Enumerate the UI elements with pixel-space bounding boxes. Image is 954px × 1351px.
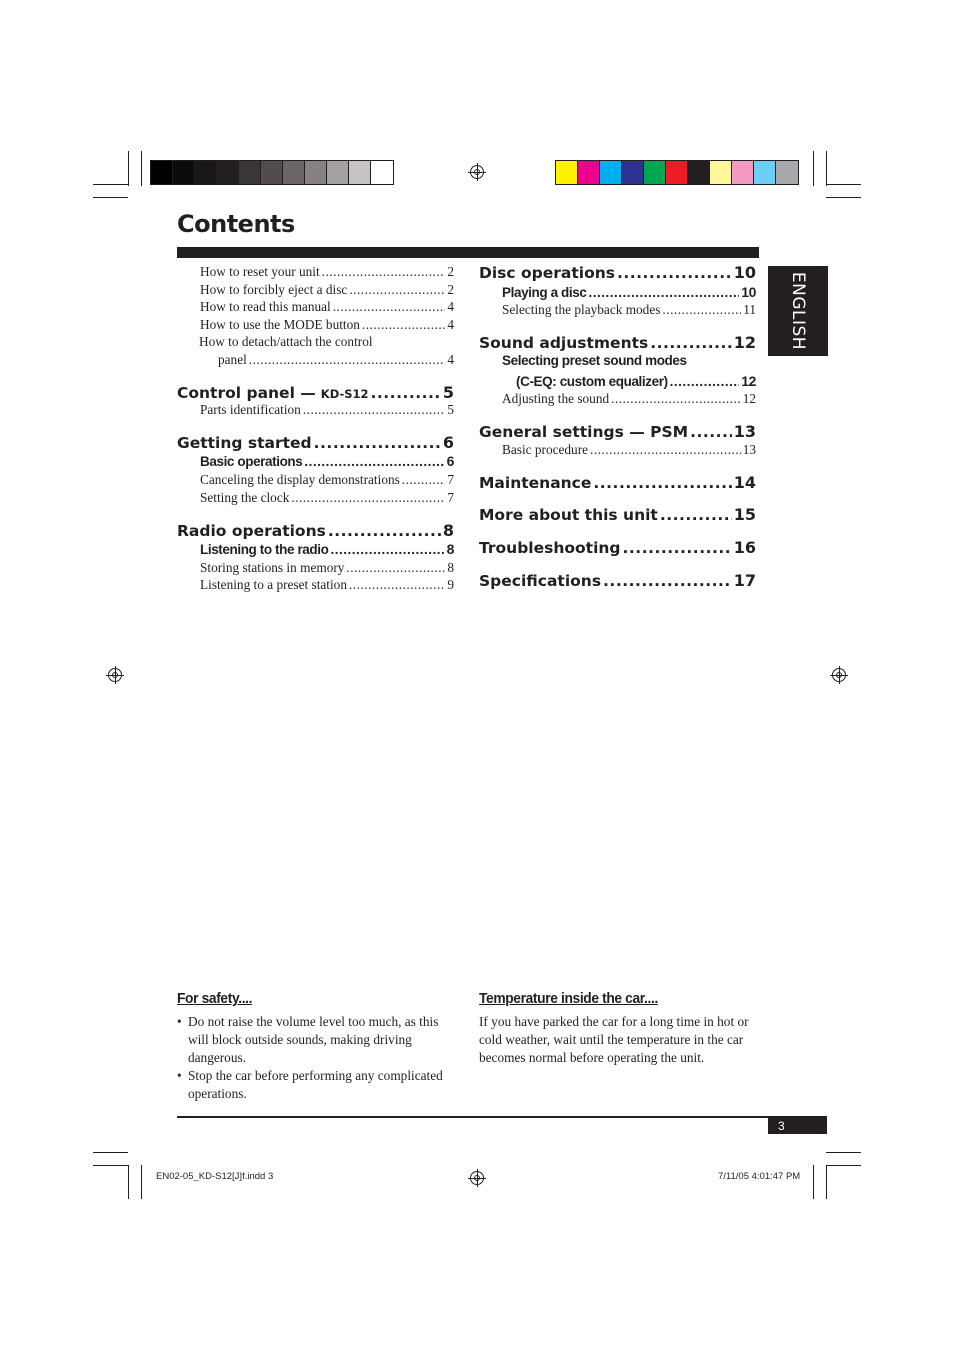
toc-entry-page: 14 — [733, 473, 756, 492]
list-item: • Do not raise the volume level too much, as this will block outside sounds, making driving dangerous. — [177, 1013, 457, 1067]
toc-entry — [479, 473, 756, 492]
toc-entry-page: 13 — [742, 442, 756, 457]
toc-entry — [479, 333, 756, 352]
toc-entry — [479, 263, 756, 282]
toc-entry-title: Disc operations — [479, 264, 615, 282]
toc-leader — [593, 474, 731, 492]
toc-entry-page: 8 — [446, 541, 454, 557]
process-color-bar — [555, 160, 799, 185]
toc-entry — [177, 560, 454, 576]
color-swatch — [600, 161, 622, 184]
toc-entry-page: 7 — [447, 490, 454, 505]
toc-entry-title: How to read this manual — [200, 299, 331, 314]
temperature-heading: Temperature inside the car.... — [479, 990, 658, 1007]
color-swatch — [239, 161, 261, 184]
toc-entry-title: Troubleshooting — [479, 539, 621, 557]
toc-leader — [291, 490, 445, 506]
toc-entry-page: 9 — [447, 577, 454, 592]
toc-entry — [177, 264, 454, 280]
toc-entry — [177, 453, 454, 469]
toc-leader — [349, 282, 445, 298]
toc-leader — [346, 560, 445, 576]
toc-entry-page: 12 — [733, 333, 756, 352]
toc-entry-page: 15 — [733, 505, 756, 524]
toc-entry-title: Playing a disc — [502, 285, 587, 300]
toc-leader — [333, 299, 446, 315]
toc-leader — [349, 577, 445, 593]
language-tab — [768, 266, 828, 356]
file-slug: EN02-05_KD-S12[J]f.indd 3 — [156, 1171, 274, 1182]
toc-entry — [479, 302, 756, 318]
safety-section — [177, 990, 467, 1103]
toc-leader — [303, 402, 446, 418]
temperature-section — [479, 990, 759, 1067]
color-swatch — [195, 161, 217, 184]
color-swatch — [666, 161, 688, 184]
toc-entry-page: 16 — [733, 538, 756, 557]
color-swatch — [622, 161, 644, 184]
color-swatch — [556, 161, 578, 184]
toc-entry-page: 5 — [447, 402, 454, 417]
toc-entry — [177, 577, 454, 593]
toc-entry-page: 8 — [442, 521, 454, 540]
toc-entry-page: 17 — [733, 571, 756, 590]
page-number: 3 — [768, 1118, 827, 1134]
toc-entry-title: Storing stations in memory — [200, 560, 345, 575]
color-swatch — [578, 161, 600, 184]
toc-leader — [617, 264, 732, 282]
toc-entry-title: Maintenance — [479, 474, 592, 492]
registration-mark-icon — [470, 165, 484, 179]
language-tab-label: ENGLISH — [788, 271, 808, 351]
toc-leader — [650, 334, 731, 352]
toc-leader — [662, 302, 741, 318]
title-rule — [177, 247, 759, 258]
toc-entry-model: KD-S12 — [320, 387, 369, 401]
toc-entry-page: 8 — [447, 560, 454, 575]
toc-entry — [177, 317, 454, 333]
color-swatch — [327, 161, 349, 184]
toc-entry-title: More about this unit — [479, 506, 658, 524]
toc-leader — [623, 539, 732, 557]
toc-entry-title: Parts identification — [200, 402, 301, 417]
toc-entry-title: Control panel — — [177, 384, 316, 402]
color-swatch — [644, 161, 666, 184]
toc-leader — [330, 542, 444, 557]
toc-entry — [479, 571, 756, 590]
color-swatch — [349, 161, 371, 184]
color-swatch — [283, 161, 305, 184]
toc-entry-title: Radio operations — [177, 522, 326, 540]
toc-entry-page: 13 — [733, 422, 756, 441]
toc-entry — [177, 282, 454, 298]
toc-entry-title: How to detach/attach the control — [199, 334, 373, 349]
toc-entry-title: Basic operations — [200, 454, 303, 469]
toc-entry-title: Specifications — [479, 572, 602, 590]
toc-leader — [249, 352, 446, 368]
grayscale-color-bar — [150, 160, 394, 185]
toc-entry-page: 6 — [446, 453, 454, 469]
toc-entry-page: 2 — [447, 282, 454, 297]
toc-leader — [371, 384, 441, 402]
toc-entry — [479, 442, 756, 458]
toc-leader — [603, 572, 732, 590]
toc-leader — [304, 454, 444, 469]
toc-entry — [479, 505, 756, 524]
toc-entry-title: General settings — PSM — [479, 423, 689, 441]
registration-mark-icon — [832, 668, 846, 682]
color-swatch — [754, 161, 776, 184]
toc-leader — [690, 423, 732, 441]
toc-entry-page: 6 — [442, 433, 454, 452]
registration-mark-icon — [470, 1171, 484, 1185]
color-swatch — [688, 161, 710, 184]
toc-entry-title: Adjusting the sound — [502, 391, 610, 406]
toc-entry-page: 4 — [447, 299, 454, 314]
toc-entry — [177, 521, 454, 540]
toc-entry — [177, 541, 454, 557]
toc-entry — [479, 284, 756, 300]
toc-entry-title: Selecting preset sound modes — [502, 353, 687, 368]
toc-entry-page: 11 — [743, 302, 756, 317]
toc-entry — [177, 472, 454, 488]
toc-entry — [177, 352, 454, 368]
temperature-text: If you have parked the car for a long time in hot or cold weather, wait until the temperature in the car becomes normal before operating the unit. — [479, 1014, 749, 1065]
toc-entry-page: 4 — [447, 352, 454, 367]
toc-entry-title: Listening to the radio — [200, 542, 329, 557]
toc-entry-title: Canceling the display demonstrations — [200, 472, 400, 487]
toc-leader — [322, 264, 446, 280]
toc-entry-page: 10 — [733, 263, 756, 282]
toc-entry — [479, 538, 756, 557]
color-swatch — [261, 161, 283, 184]
toc-entry-page: 12 — [741, 373, 756, 389]
color-swatch — [732, 161, 754, 184]
date-slug: 7/11/05 4:01:47 PM — [718, 1171, 801, 1182]
color-swatch — [151, 161, 173, 184]
toc-leader — [328, 522, 441, 540]
registration-mark-icon — [108, 668, 122, 682]
color-swatch — [710, 161, 732, 184]
toc-entry — [479, 391, 756, 407]
toc-entry-title: How to use the MODE button — [200, 317, 360, 332]
toc-entry — [177, 383, 454, 402]
page-title: Contents — [177, 210, 295, 238]
color-swatch — [305, 161, 327, 184]
toc-entry-page: 5 — [442, 383, 454, 402]
toc-entry — [479, 422, 756, 441]
color-swatch — [371, 161, 393, 184]
toc-entry-title: Selecting the playback modes — [502, 302, 661, 317]
toc-leader — [590, 442, 741, 458]
safety-heading: For safety.... — [177, 990, 253, 1007]
toc-entry — [177, 490, 454, 506]
toc-entry-title: How to reset your unit — [200, 264, 320, 279]
toc-entry — [479, 353, 756, 368]
toc-entry-page: 10 — [741, 284, 756, 300]
toc-entry — [177, 299, 454, 315]
toc-entry-title: Basic procedure — [502, 442, 589, 457]
toc-leader — [314, 434, 441, 452]
footer-rule — [177, 1116, 827, 1118]
safety-list — [177, 1013, 457, 1103]
color-swatch — [217, 161, 239, 184]
toc-entry-title: panel — [218, 352, 247, 367]
toc-entry-page: 2 — [447, 264, 454, 279]
toc-entry-page: 7 — [447, 472, 454, 487]
toc-leader — [362, 317, 445, 333]
toc-entry-page: 12 — [742, 391, 756, 406]
toc-entry-page: 4 — [447, 317, 454, 332]
toc-entry — [479, 373, 756, 389]
toc-entry — [177, 402, 454, 418]
toc-leader — [402, 472, 446, 488]
toc-leader — [588, 285, 739, 300]
toc-leader — [660, 506, 732, 524]
toc-leader — [670, 374, 740, 389]
toc-entry-title: Sound adjustments — [479, 334, 649, 352]
color-swatch — [776, 161, 798, 184]
toc-entry — [177, 433, 454, 452]
toc-entry-title: Listening to a preset station — [200, 577, 347, 592]
toc-leader — [611, 391, 741, 407]
list-item: • Stop the car before performing any complicated operations. — [177, 1067, 457, 1103]
toc-entry-title: How to forcibly eject a disc — [200, 282, 348, 297]
toc-entry-title: Getting started — [177, 434, 312, 452]
color-swatch — [173, 161, 195, 184]
toc-entry — [177, 334, 454, 350]
toc-entry-title: Setting the clock — [200, 490, 290, 505]
toc-entry-title: (C-EQ: custom equalizer) — [516, 374, 668, 389]
